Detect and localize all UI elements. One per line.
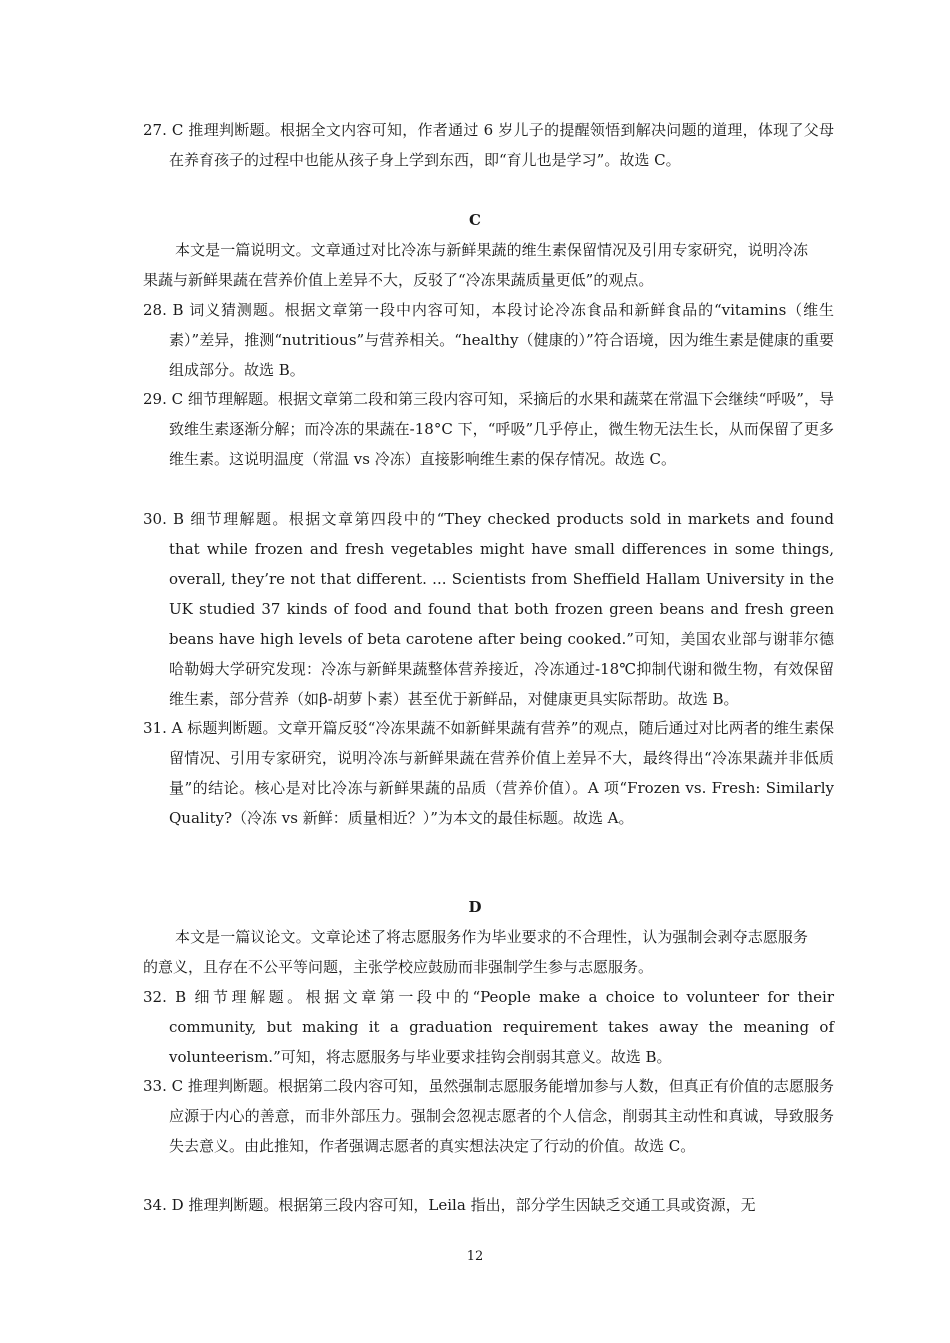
answer-item-34: 34. D 推理判断题。根据第三段内容可知，Leila 指出，部分学生因缺乏交通工具或资源，无 [143, 1196, 756, 1214]
answer-item-30: 30. B 细节理解题。根据文章第四段中的“They checked products sold in markets and found that while frozen and fresh vegetables might have small differences in some things, overall, they’re not that different. ... Scientists from Sheffield Hallam University in the UK studied 37 kinds of food and found that both frozen green beans and fresh green beans have high levels of beta carotene after being cooked.”可知，美国农业部与谢菲尔德哈勒姆大学研究发现：冷冻与新鲜果蔬整体营养接近，冷冻通过-18℃抑制代谢和微生物，有效保留维生素，部分营养（如β-胡萝卜素）甚至优于新鲜品，对健康更具实际帮助。故选 B。 [143, 510, 834, 708]
answer-item-28: 28. B 词义猜测题。根据文章第一段中内容可知，本段讨论冷冻食品和新鲜食品的“vitamins（维生素）”差异，推测“nutritious”与营养相关。“healthy（健康的）”符合语境，因为维生素是健康的重要组成部分。故选 B。 [143, 301, 834, 379]
section-d-intro: 本文是一篇议论文。文章论述了将志愿服务作为毕业要求的不合理性，认为强制会剥夺志愿服务的意义，且存在不公平等问题，主张学校应鼓励而非强制学生参与志愿服务。 [143, 928, 808, 976]
page-number: 12 [466, 1249, 484, 1264]
section-d-heading: D [468, 898, 482, 916]
answer-item-33: 33. C 推理判断题。根据第二段内容可知，虽然强制志愿服务能增加参与人数，但真正有价值的志愿服务应源于内心的善意，而非外部压力。强制会忽视志愿者的个人信念，削弱其主动性和真诚，导致服务失去意义。由此推知，作者强调志愿者的真实想法决定了行动的价值。故选 C。 [143, 1077, 834, 1155]
answer-item-29: 29. C 细节理解题。根据文章第二段和第三段内容可知，采摘后的水果和蔬菜在常温下会继续“呼吸”，导致维生素逐渐分解；而冷冻的果蔬在-18°C 下，“呼吸”几乎停止，微生物无法生长，从而保留了更多维生素。这说明温度（常温 vs 冷冻）直接影响维生素的保存情况。故选 C。 [143, 390, 834, 468]
section-c-heading: C [469, 211, 481, 229]
answer-item-32: 32. B 细节理解题。根据文章第一段中的“People make a choice to volunteer for their community, but making it a graduation requirement takes away the meaning of volunteerism.”可知，将志愿服务与毕业要求挂钩会削弱其意义。故选 B。 [143, 988, 834, 1066]
section-c-intro: 本文是一篇说明文。文章通过对比冷冻与新鲜果蔬的维生素保留情况及引用专家研究，说明冷冻果蔬与新鲜果蔬在营养价值上差异不大，反驳了“冷冻果蔬质量更低”的观点。 [143, 241, 808, 289]
answer-item-31: 31. A 标题判断题。文章开篇反驳“冷冻果蔬不如新鲜果蔬有营养”的观点，随后通过对比两者的维生素保留情况、引用专家研究，说明冷冻与新鲜果蔬在营养价值上差异不大，最终得出“冷冻果蔬并非低质量”的结论。核心是对比冷冻与新鲜果蔬的品质（营养价值）。A 项“Frozen vs. Fresh: Similarly Quality?（冷冻 vs 新鲜：质量相近？）”为本文的最佳标题。故选 A。 [143, 719, 834, 827]
answer-item-27: 27. C 推理判断题。根据全文内容可知，作者通过 6 岁儿子的提醒领悟到解决问题的道理，体现了父母在养育孩子的过程中也能从孩子身上学到东西，即“育儿也是学习”。故选 C。 [143, 121, 834, 169]
